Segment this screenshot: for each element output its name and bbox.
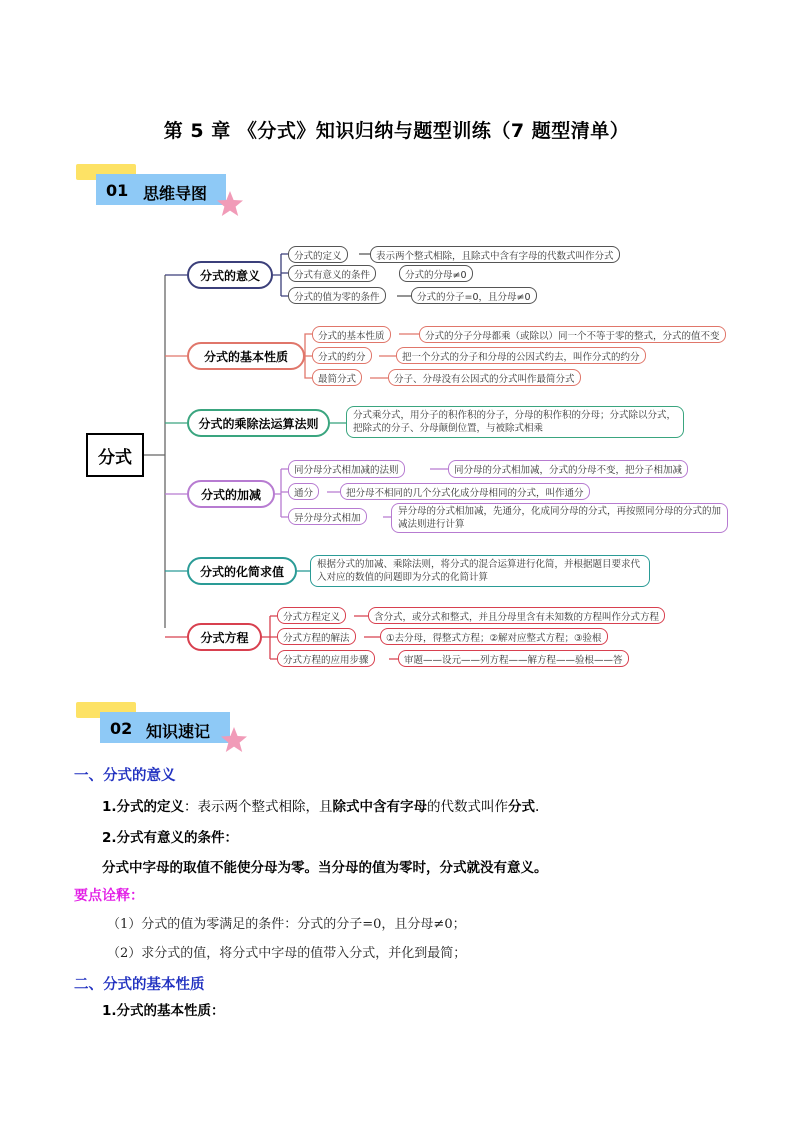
- definition-end: .: [535, 799, 540, 815]
- heading-basic-property: 二、分式的基本性质: [74, 977, 205, 993]
- branch-add-sub: 分式的加减: [187, 480, 275, 508]
- leaf-desc: 分式的分母≠0: [399, 265, 473, 282]
- leaf-name: 最简分式: [312, 369, 362, 386]
- leaf-desc: 把一个分式的分子和分母的公因式约去，叫作分式的约分: [396, 347, 646, 364]
- definition-line: [102, 795, 539, 815]
- key-points-heading: 要点诠释：: [74, 888, 144, 904]
- basic-property-heading: [102, 999, 225, 1019]
- leaf-name: 分式方程定义: [277, 607, 346, 624]
- definition-bold-2: 分式: [508, 799, 536, 815]
- leaf-name: 分式的约分: [312, 347, 372, 364]
- branch-equation: 分式方程: [187, 623, 262, 651]
- badge-label: 知识速记: [146, 722, 211, 741]
- definition-text-b: 的代数式叫作: [427, 799, 509, 815]
- key-point-1: （1）分式的值为零满足的条件：分式的分子=0，且分母≠0；: [107, 917, 466, 932]
- definition-bold: 除式中含有字母: [332, 799, 428, 815]
- page-title: 第 5 章 《分式》知识归纳与题型训练（7 题型清单）: [163, 120, 630, 142]
- leaf-desc: 同分母的分式相加减，分式的分母不变，把分子相加减: [448, 460, 688, 478]
- leaf-desc: 分子、分母没有公因式的分式叫作最简分式: [388, 369, 581, 386]
- leaf-desc: 异分母的分式相加减，先通分，化成同分母的分式，再按照同分母的分式的加减法则进行计算: [391, 503, 728, 533]
- leaf-desc: 分式乘分式，用分子的积作积的分子，分母的积作积的分母；分式除以分式，把除式的分子、分母颠倒位置，与被除式相乘: [346, 406, 684, 438]
- key-point-2: （2）求分式的值，将分式中字母的值带入分式，并化到最简；: [107, 946, 467, 961]
- leaf-desc: 审题——设元——列方程——解方程——验根——答: [398, 650, 629, 667]
- leaf-desc: 把分母不相同的几个分式化成分母相同的分式，叫作通分: [340, 483, 590, 500]
- badge-label: 思维导图: [143, 184, 208, 203]
- definition-text-a: ：表示两个整式相除，且: [184, 799, 333, 815]
- basic-property-label: 1.分式的基本性质：: [102, 1003, 225, 1019]
- leaf-desc: 含分式，或分式和整式，并且分母里含有未知数的方程叫作分式方程: [368, 607, 665, 624]
- branch-mul-div: 分式的乘除法运算法则: [187, 409, 330, 437]
- leaf-name: 同分母分式相加减的法则: [288, 460, 405, 478]
- condition-bold: 分式中字母的取值不能使分母为零。当分母的值为零时，分式就没有意义。: [102, 860, 548, 876]
- condition-text: [102, 856, 548, 876]
- leaf-name: 分式的值为零的条件: [288, 287, 386, 304]
- leaf-desc: 根据分式的加减、乘除法则，将分式的混合运算进行化简，并根据题目要求代入对应的数值的问题即为分式的化简计算: [310, 555, 650, 587]
- leaf-name: 异分母分式相加: [288, 508, 367, 525]
- branch-simplify: 分式的化简求值: [187, 557, 297, 585]
- definition-label: 1.分式的定义: [102, 799, 185, 815]
- condition-label: 2.分式有意义的条件：: [102, 830, 239, 846]
- leaf-desc: 分式的分子=0，且分母≠0: [411, 287, 537, 304]
- badge-number: 01: [106, 181, 129, 200]
- badge-number: 02: [110, 719, 133, 738]
- leaf-name: 分式方程的应用步骤: [277, 650, 375, 667]
- star-icon: [220, 726, 248, 754]
- leaf-desc: ①去分母，得整式方程；②解对应整式方程；③验根: [380, 628, 608, 645]
- leaf-desc: 分式的分子分母都乘（或除以）同一个不等于零的整式，分式的值不变: [419, 326, 726, 343]
- mind-map-root: 分式: [86, 433, 144, 477]
- branch-meaning: 分式的意义: [187, 261, 273, 289]
- branch-basic-property: 分式的基本性质: [187, 342, 305, 370]
- heading-meaning: 一、分式的意义: [74, 768, 176, 784]
- leaf-name: 分式有意义的条件: [288, 265, 376, 282]
- leaf-name: 分式的定义: [288, 246, 348, 263]
- condition-heading: [102, 826, 238, 846]
- leaf-name: 分式方程的解法: [277, 628, 356, 645]
- leaf-name: 通分: [288, 483, 319, 500]
- leaf-name: 分式的基本性质: [312, 326, 391, 343]
- leaf-desc: 表示两个整式相除，且除式中含有字母的代数式叫作分式: [370, 246, 620, 263]
